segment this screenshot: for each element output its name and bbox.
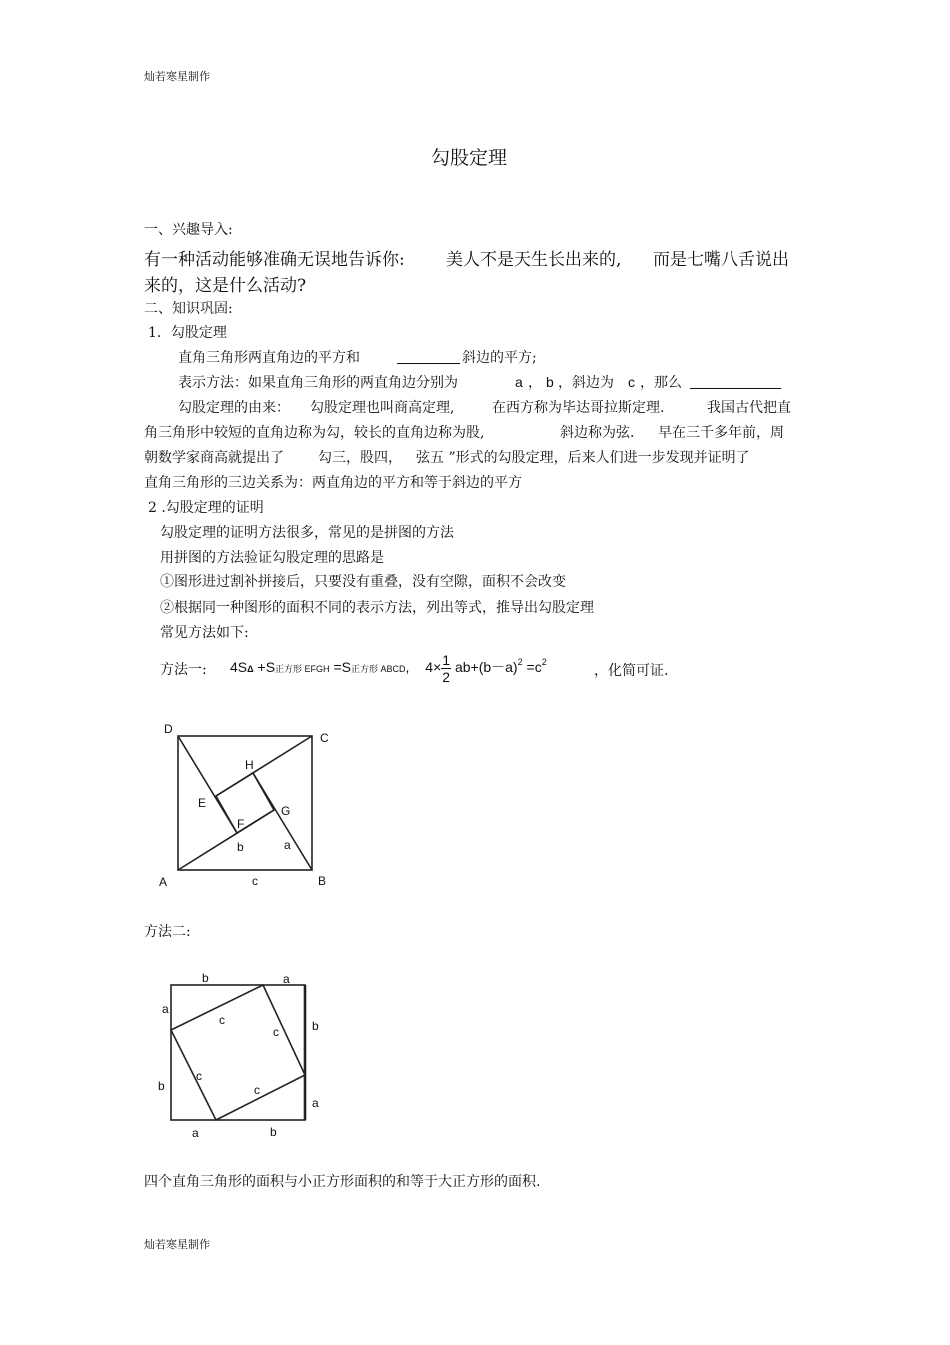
outer-square xyxy=(171,985,305,1120)
item2-heading: 2 .勾股定理的证明 xyxy=(148,500,264,516)
representation-text-a: 表示方法：如果直角三角形的两直角边分别为 xyxy=(178,375,458,391)
comma-1: ， xyxy=(528,375,542,391)
origin2-b: 斜边称为弦. xyxy=(560,425,635,441)
section2-heading: 二、知识巩固: xyxy=(144,301,233,317)
proof-line1: 勾股定理的证明方法很多，常见的是拼图的方法 xyxy=(160,525,454,541)
label-c-left: c xyxy=(196,1069,202,1083)
label-F: F xyxy=(237,817,245,831)
label-top-a: a xyxy=(283,972,290,986)
label-left-b: b xyxy=(158,1079,165,1093)
label-b: b xyxy=(237,840,244,854)
conclusion: 四个直角三角形的面积与小正方形面积的和等于大正方形的面积. xyxy=(144,1174,541,1190)
origin-d: 我国古代把直 xyxy=(707,400,791,416)
figure-method2 xyxy=(150,965,330,1145)
section1-heading: 一、兴趣导入: xyxy=(144,222,233,238)
inner-square-efgh xyxy=(216,773,274,833)
riddle-line2: 来的，这是什么活动? xyxy=(144,276,307,296)
method1-conclusion: ，化简可证. xyxy=(594,663,669,679)
label-c-top: c xyxy=(219,1013,225,1027)
label-D: D xyxy=(164,722,173,736)
origin4: 直角三角形的三边关系为：两直角边的平方和等于斜边的平方 xyxy=(144,475,522,491)
method1-formula: 4SΔ +S正方形 EFGH =S正方形 ABCD, 4× $\frac{1}{2}$ $ab+(b-a)^2 =c^2$ xyxy=(230,651,547,685)
proof-line5: 常见方法如下: xyxy=(160,625,249,641)
item1-heading: 1．勾股定理 xyxy=(148,325,227,341)
origin2-c: 早在三千多年前，周 xyxy=(658,425,784,441)
label-A: A xyxy=(159,875,168,889)
riddle-line1-c: 而是七嘴八舌说出 xyxy=(653,250,789,270)
label-c-bottom: c xyxy=(254,1083,260,1097)
definition-text-b: 斜边的平方; xyxy=(462,350,537,366)
origin-a: 勾股定理的由来： xyxy=(178,400,290,416)
method2-label: 方法二: xyxy=(144,924,191,940)
definition-text-a: 直角三角形两直角边的平方和 xyxy=(178,350,360,366)
label-right-b: b xyxy=(312,1019,319,1033)
figure-method1 xyxy=(150,715,340,895)
page-title: 勾股定理 xyxy=(431,147,508,169)
page-footer: 灿若寒星制作 xyxy=(144,1238,210,1251)
label-bottom-b: b xyxy=(270,1125,277,1139)
label-E: E xyxy=(198,796,207,810)
inner-square xyxy=(171,985,305,1120)
origin-c: 在西方称为毕达哥拉斯定理. xyxy=(492,400,665,416)
method1-label: 方法一: xyxy=(160,662,207,678)
page-header: 灿若寒星制作 xyxy=(144,70,210,83)
var-b: b xyxy=(546,374,554,390)
label-a: a xyxy=(284,838,291,852)
riddle-line1-a: 有一种活动能够准确无误地告诉你: xyxy=(144,250,405,270)
origin2-a: 角三角形中较短的直角边称为勾，较长的直角边称为股, xyxy=(144,425,485,441)
label-c: c xyxy=(252,874,258,888)
origin-b: 勾股定理也叫商高定理, xyxy=(310,400,455,416)
representation-text-b: ，斜边为 xyxy=(558,375,614,391)
proof-line2: 用拼图的方法验证勾股定理的思路是 xyxy=(160,550,384,566)
var-c: c xyxy=(628,374,635,390)
proof-line4: ②根据同一种图形的面积不同的表示方法，列出等式，推导出勾股定理 xyxy=(160,600,594,616)
representation-text-c: ，那么 xyxy=(640,375,682,391)
label-bottom-a: a xyxy=(192,1126,199,1140)
origin3-c: 弦五 ”形式的勾股定理，后来人们进一步发现并证明了 xyxy=(416,450,750,466)
riddle-line1-b: 美人不是天生长出来的, xyxy=(446,250,622,270)
representation-blank xyxy=(690,374,781,393)
var-a: a xyxy=(515,374,523,390)
label-c-right: c xyxy=(273,1025,279,1039)
definition-blank xyxy=(397,349,460,368)
label-H: H xyxy=(245,758,254,772)
label-B: B xyxy=(318,874,327,888)
label-top-b: b xyxy=(202,971,209,985)
origin3-a: 朝数学家商高就提出了 xyxy=(144,450,284,466)
origin3-b: 勾三，股四， xyxy=(318,450,402,466)
label-G: G xyxy=(281,804,291,818)
label-right-a: a xyxy=(312,1096,319,1110)
proof-line3: ①图形进过割补拼接后，只要没有重叠，没有空隙，面积不会改变 xyxy=(160,574,566,590)
label-left-a: a xyxy=(162,1002,169,1016)
label-C: C xyxy=(320,731,329,745)
